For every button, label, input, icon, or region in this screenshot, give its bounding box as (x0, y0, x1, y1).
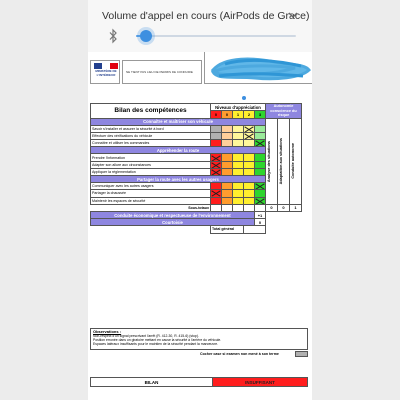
score-cell (244, 140, 255, 147)
score-cell (244, 154, 255, 161)
row-label: Connaître et utiliser les commandes (91, 140, 211, 147)
volume-title: Volume d'appel en cours (AirPods de Grace) (102, 10, 310, 22)
score-cell (255, 132, 266, 139)
score-cell-checked (244, 132, 255, 139)
ministry-name: MINISTÈRE DE L'INTÉRIEUR (95, 69, 117, 77)
subtotal-cell (211, 204, 222, 211)
score-cell (255, 125, 266, 132)
score-cell (222, 125, 233, 132)
subtotal-cell (222, 204, 233, 211)
score-cell (244, 197, 255, 204)
row-label: Maintenir les espaces de sécurité (91, 197, 211, 204)
cocher-label: Cocher case si examen non mené à son terme (200, 352, 279, 356)
bilan-title: Bilan des compétences (91, 104, 211, 119)
score-cell (222, 154, 233, 161)
score-cell (233, 190, 244, 197)
empty-cell (266, 211, 302, 218)
score-cell (255, 161, 266, 168)
level-0a: 0 (211, 111, 222, 118)
vert-adaptation-cell (278, 118, 290, 204)
observation-line: Espaces latéraux insuffisants pour le maintien de la sécurité pendant la manœuvre. (93, 342, 219, 346)
level-1: 1 (233, 111, 244, 118)
competence-table (90, 103, 302, 234)
subtotal-cell (233, 204, 244, 211)
score-cell (244, 183, 255, 190)
empty-cell (91, 226, 211, 233)
evaluation-document (88, 52, 312, 400)
score-cell (211, 132, 222, 139)
row-label: Prendre l'information (91, 154, 211, 161)
ministry-logo (90, 60, 120, 84)
score-cell (233, 140, 244, 147)
score-cell (233, 132, 244, 139)
section-3-title: Partager la route avec les autres usagers (91, 176, 266, 183)
row-label: Adapter son allure aux circonstances (91, 161, 211, 168)
score-cell-checked (244, 125, 255, 132)
score-cell (244, 168, 255, 175)
courtoisie-label: Courtoisie (91, 219, 255, 226)
score-cell-checked (255, 140, 266, 147)
observation-line: Non-respect d'un signal prescrivant l'arrêt (R. 412-30, R. 415-6) (stop). (93, 334, 199, 338)
score-cell (255, 154, 266, 161)
observations-box (90, 328, 308, 350)
header-notice-box (122, 60, 202, 84)
vert-conduite: Conduite autonome (291, 143, 295, 179)
score-cell (233, 197, 244, 204)
subtotal-cell (244, 204, 255, 211)
score-cell (211, 197, 222, 204)
analyse-score: 0 (266, 204, 278, 211)
score-cell (233, 125, 244, 132)
bluetooth-icon (108, 28, 118, 44)
redaction-scribble-icon (205, 52, 313, 84)
header-notice: NE TIENT PAS LIEU DE PERMIS DE CONDUIRE (126, 70, 193, 74)
score-cell (211, 140, 222, 147)
adaptation-score: 0 (278, 204, 290, 211)
subtotal-cell (255, 204, 266, 211)
score-cell (222, 190, 233, 197)
vert-analyse: Analyse des situations (267, 140, 271, 182)
volume-slider-thumb[interactable] (140, 30, 152, 42)
score-cell (255, 190, 266, 197)
sous-totaux-label: Sous-totaux (188, 205, 209, 210)
section-1-title: Connaître et maîtriser son véhicule (91, 118, 266, 125)
score-cell (222, 183, 233, 190)
score-cell (222, 140, 233, 147)
score-cell (233, 154, 244, 161)
section-2-title: Appréhender la route (91, 147, 266, 154)
empty-cell (266, 219, 302, 226)
score-cell (233, 183, 244, 190)
score-cell (222, 168, 233, 175)
volume-slider-track[interactable] (136, 35, 296, 37)
row-label: Savoir s'installer et assurer la sécurité à bord (91, 125, 211, 132)
autonomy-score: 1 (290, 204, 302, 211)
volume-panel (88, 0, 312, 52)
empty-cell (266, 226, 302, 233)
total-label: Total général (211, 226, 244, 233)
score-cell (255, 168, 266, 175)
score-cell-checked (255, 183, 266, 190)
vert-adaptation: Adaptation aux situations (279, 137, 283, 185)
total-value (244, 226, 266, 233)
bilan-row (90, 377, 308, 387)
observation-line: Position erronée dans un giratoire mettant en cause la sécurité à l'arrière du véhicule. (93, 338, 222, 342)
page-indicator-dot (242, 96, 246, 100)
score-cell-checked (211, 168, 222, 175)
score-cell (222, 161, 233, 168)
incomplete-exam-checkbox (295, 351, 308, 357)
row-label: Communiquer avec les autres usagers (91, 183, 211, 190)
niveaux-title: Niveaux d'appréciation (211, 104, 266, 111)
level-3: 3 (255, 111, 266, 118)
score-cell-checked (255, 197, 266, 204)
score-cell (244, 190, 255, 197)
observations-heading: Observations : (93, 329, 122, 334)
score-cell-checked (211, 154, 222, 161)
eco-label: Conduite économique et respectueuse de l'environnement (91, 211, 255, 218)
score-cell (222, 132, 233, 139)
header-redacted-box (204, 52, 312, 84)
eco-score: +1 (255, 211, 266, 218)
level-2: 2 (244, 111, 255, 118)
autonomy-title: Autonomie conscience du risque (266, 104, 302, 119)
bilan-label: BILAN (91, 378, 213, 386)
score-cell (233, 161, 244, 168)
score-cell (211, 125, 222, 132)
row-label: Effectuer des vérifications du véhicule (91, 132, 211, 139)
score-cell-checked (211, 161, 222, 168)
score-cell (222, 197, 233, 204)
score-cell-checked (211, 190, 222, 197)
score-cell (233, 168, 244, 175)
result-badge: INSUFFISANT (213, 378, 307, 386)
chevron-down-icon[interactable] (286, 8, 300, 22)
vert-conduite-cell (290, 118, 302, 204)
score-cell (244, 161, 255, 168)
score-cell (211, 183, 222, 190)
vert-analyse-cell (266, 118, 278, 204)
row-label: Appliquer la réglementation (91, 168, 211, 175)
level-0b: 0 (222, 111, 233, 118)
courtoisie-score: 0 (255, 219, 266, 226)
row-label: Partager la chaussée (91, 190, 211, 197)
